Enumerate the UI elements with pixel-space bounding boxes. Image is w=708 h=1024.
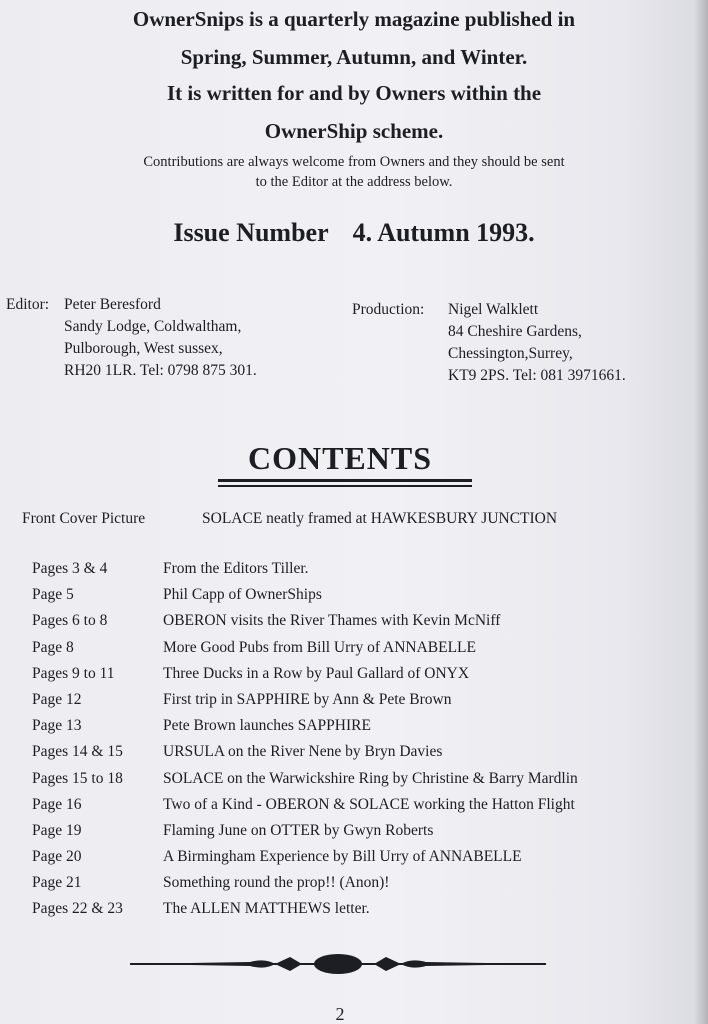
contents-row — [32, 665, 578, 691]
contents-title: URSULA on the River Nene by Bryn Davies — [163, 743, 443, 761]
contents-title: The ALLEN MATTHEWS letter. — [163, 900, 370, 918]
intro-line: It is written for and by Owners within the — [166, 81, 542, 105]
front-cover-entry — [22, 510, 557, 528]
issue-title: Issue Number — [173, 218, 329, 247]
contents-title: Three Ducks in a Row by Paul Gallard of ONYX — [163, 664, 470, 682]
intro-line: OwnerSnips is a quarterly magazine published in — [132, 7, 576, 31]
contents-title: SOLACE on the Warwickshire Ring by Christine & Barry Mardlin — [163, 769, 578, 787]
contents-row — [32, 822, 578, 848]
contents-pages: Pages 15 to 18 — [32, 769, 123, 787]
contents-pages: Page 12 — [32, 690, 82, 708]
contents-title: From the Editors Tiller. — [163, 560, 309, 577]
contents-pages: Page 19 — [32, 821, 82, 839]
contents-pages: Pages 9 to 11 — [32, 664, 115, 682]
contents-pages: Page 16 — [32, 795, 82, 813]
production-address-line: KT9 2PS. Tel: 081 3971661. — [448, 367, 626, 384]
front-cover-text: SOLACE neatly framed at HAWKESBURY JUNCTION — [202, 510, 558, 527]
contents-row — [32, 586, 578, 612]
page-number: 2 — [335, 1004, 345, 1024]
front-cover-label: Front Cover Picture — [22, 510, 146, 527]
intro-line: Spring, Summer, Autumn, and Winter. — [180, 45, 528, 69]
contribution-line: Contributions are always welcome from Owners and they should be sent — [143, 154, 565, 170]
decorative-flourish — [130, 948, 546, 980]
issue-detail: 4. Autumn 1993. — [352, 218, 535, 247]
contents-row — [32, 770, 578, 796]
intro-line: OwnerShip scheme. — [264, 119, 444, 143]
production-address-line: Chessington,Surrey, — [448, 345, 573, 362]
contents-row — [32, 900, 578, 926]
contents-title: A Birmingham Experience by Bill Urry of ANNABELLE — [163, 848, 522, 866]
contents-title: Two of a Kind - OBERON & SOLACE working the Hatton Flight — [163, 795, 575, 813]
contents-row — [32, 874, 578, 900]
intro-statement — [0, 0, 708, 146]
production-label: Production: — [352, 301, 425, 318]
issue-heading — [0, 218, 708, 248]
editor-label: Editor: — [6, 296, 50, 313]
heading-underline — [218, 485, 472, 487]
contents-row — [32, 639, 578, 665]
production-address-line: 84 Cheshire Gardens, — [448, 323, 582, 340]
contents-title: First trip in SAPPHIRE by Ann & Pete Brown — [163, 690, 452, 708]
editor-name: Peter Beresford — [64, 296, 161, 313]
contribution-note — [0, 152, 708, 192]
contents-list — [32, 560, 578, 927]
contents-pages: Page 20 — [32, 848, 82, 866]
contents-row — [32, 796, 578, 822]
contents-pages: Pages 6 to 8 — [32, 612, 108, 630]
contents-title: Flaming June on OTTER by Gwyn Roberts — [163, 821, 434, 839]
contents-pages: Page 5 — [32, 586, 74, 604]
contents-title: Something round the prop!! (Anon)! — [163, 874, 390, 892]
editor-address-line: RH20 1LR. Tel: 0798 875 301. — [64, 362, 257, 379]
contents-row — [32, 691, 578, 717]
contents-pages: Page 8 — [32, 638, 74, 656]
production-name: Nigel Walklett — [448, 301, 539, 318]
editor-address-line: Pulborough, West sussex, — [64, 340, 223, 357]
contents-row — [32, 743, 578, 769]
contents-title: OBERON visits the River Thames with Kevin McNiff — [163, 612, 501, 630]
contents-pages: Pages 22 & 23 — [32, 900, 123, 918]
contents-row — [32, 560, 578, 586]
contents-row — [32, 612, 578, 638]
contents-title: Phil Capp of OwnerShips — [163, 586, 322, 604]
heading-underline — [218, 479, 472, 482]
contents-pages: Pages 3 & 4 — [32, 560, 108, 577]
contents-pages: Page 21 — [32, 874, 82, 892]
contents-title: Pete Brown launches SAPPHIRE — [163, 717, 371, 735]
editor-address-line: Sandy Lodge, Coldwaltham, — [64, 318, 242, 335]
contents-pages: Page 13 — [32, 717, 82, 735]
editor-contact — [6, 294, 257, 382]
contents-row — [32, 717, 578, 743]
contribution-line: to the Editor at the address below. — [255, 174, 453, 190]
contents-title: More Good Pubs from Bill Urry of ANNABELLE — [163, 638, 476, 656]
production-contact — [352, 299, 626, 387]
contents-pages: Pages 14 & 15 — [32, 743, 123, 761]
contents-row — [32, 848, 578, 874]
contents-heading: CONTENTS — [247, 440, 433, 476]
